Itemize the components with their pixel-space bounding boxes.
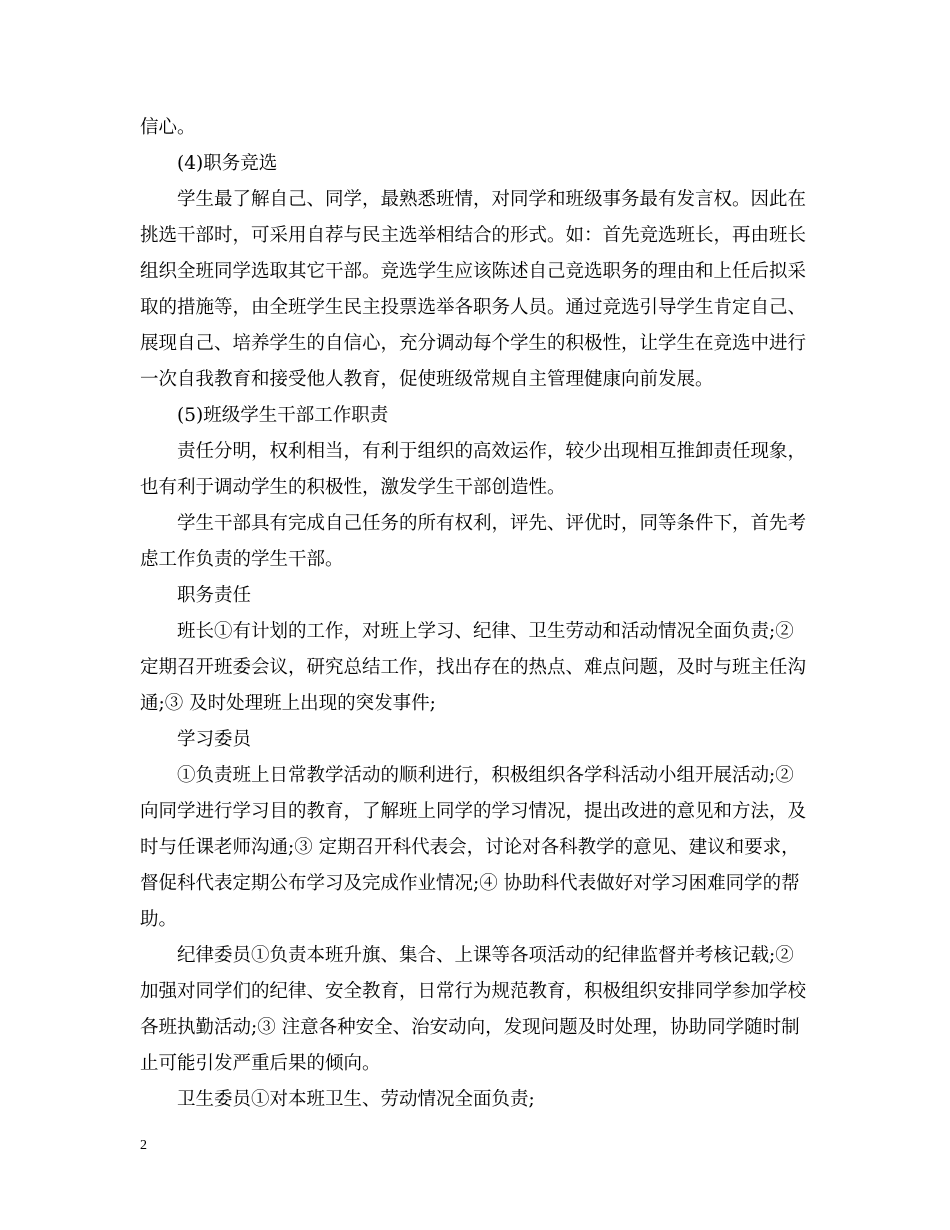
text-line: 责任分明，权利相当，有利于组织的高效运作，较少出现相互推卸责任现象， [177, 441, 807, 462]
text-line: 学生最了解自己、同学，最熟悉班情，对同学和班级事务最有发言权。因此在 [177, 189, 807, 210]
text-line: 卫生委员①对本班卫生、劳动情况全面负责; [177, 1089, 535, 1110]
section-heading: (5)班级学生干部工作职责 [177, 405, 389, 426]
text-line: ①负责班上日常教学活动的顺利进行，积极组织各学科活动小组开展活动;② [177, 765, 794, 786]
section-heading: (4)职务竞选 [177, 153, 278, 174]
section-heading: 学习委员 [177, 729, 252, 750]
text-line: 止可能引发严重后果的倾向。 [140, 1053, 381, 1074]
text-line: 定期召开班委会议，研究总结工作，找出存在的热点、难点问题，及时与班主任沟 [140, 657, 807, 678]
text-line: 加强对同学们的纪律、安全教育，日常行为规范教育，积极组织安排同学参加学校 [140, 981, 807, 1002]
text-line: 取的措施等，由全班学生民主投票选举各职务人员。通过竞选引导学生肯定自己、 [140, 297, 807, 318]
text-line: 虑工作负责的学生干部。 [140, 549, 344, 570]
text-line: 一次自我教育和接受他人教育，促使班级常规自主管理健康向前发展。 [140, 369, 714, 390]
text-line: 助。 [140, 909, 178, 930]
text-line: 信心。 [140, 117, 196, 138]
text-line: 通;③ 及时处理班上出现的突发事件; [140, 693, 436, 714]
text-line: 纪律委员①负责本班升旗、集合、上课等各项活动的纪律监督并考核记载;② [177, 945, 794, 966]
page-number: 2 [140, 1138, 147, 1153]
text-line: 学生干部具有完成自己任务的所有权利，评先、评优时，同等条件下，首先考 [177, 513, 807, 534]
text-line: 班长①有计划的工作，对班上学习、纪律、卫生劳动和活动情况全面负责;② [177, 621, 794, 642]
text-line: 时与任课老师沟通;③ 定期召开科代表会，讨论对各科教学的意见、建议和要求， [140, 837, 800, 858]
text-line: 也有利于调动学生的积极性，激发学生干部创造性。 [140, 477, 566, 498]
text-line: 督促科代表定期公布学习及完成作业情况;④ 协助科代表做好对学习困难同学的帮 [140, 873, 800, 894]
text-line: 展现自己、培养学生的自信心，充分调动每个学生的积极性，让学生在竞选中进行 [140, 333, 807, 354]
text-line: 各班执勤活动;③ 注意各种安全、治安动向，发现问题及时处理，协助同学随时制 [140, 1017, 800, 1038]
text-line: 挑选干部时，可采用自荐与民主选举相结合的形式。如：首先竞选班长，再由班长 [140, 225, 807, 246]
text-line: 组织全班同学选取其它干部。竞选学生应该陈述自己竞选职务的理由和上任后拟采 [140, 261, 807, 282]
text-line: 向同学进行学习目的教育，了解班上同学的学习情况，提出改进的意见和方法，及 [140, 801, 807, 822]
section-heading: 职务责任 [177, 585, 252, 606]
